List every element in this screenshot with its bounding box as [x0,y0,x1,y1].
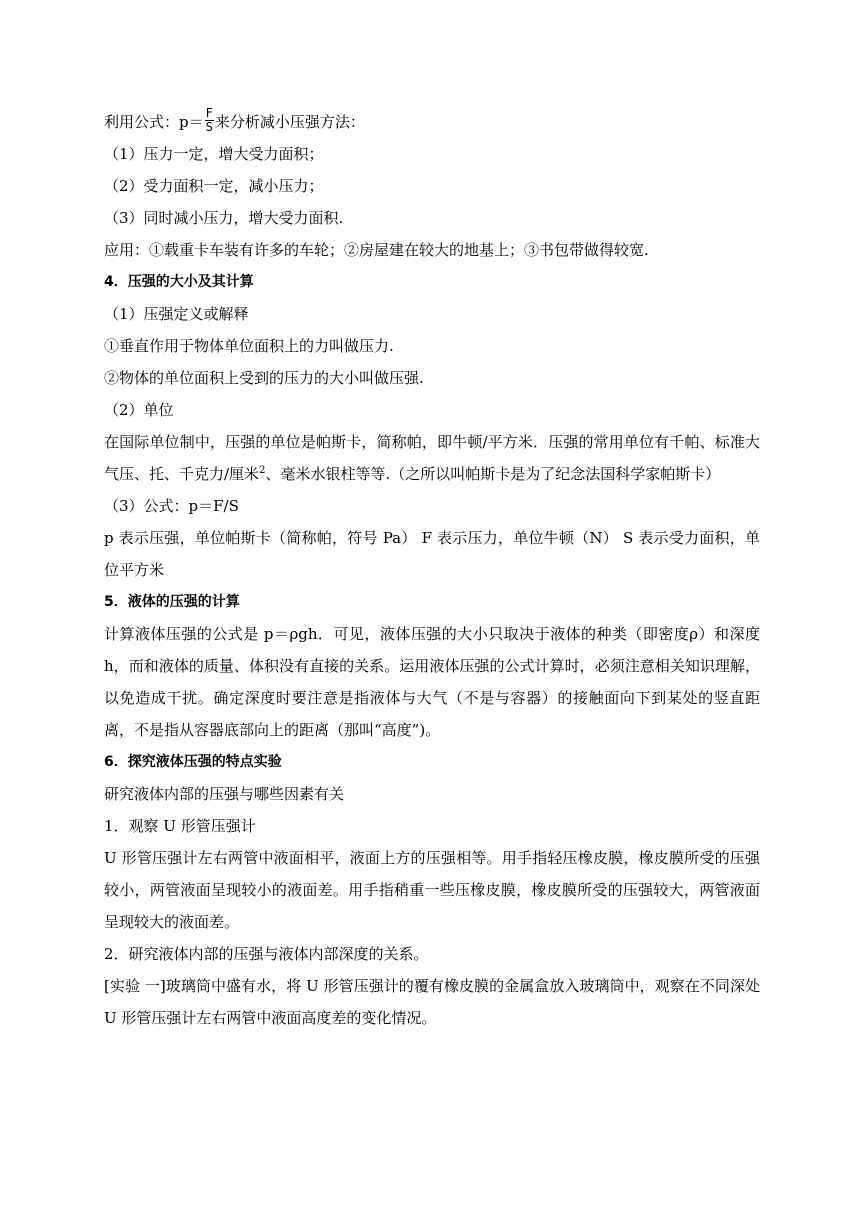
reduce-method-1: （1）压力一定，增大受力面积； [104,145,324,163]
formula-heading: （3）公式：p＝F/S [104,497,239,515]
pressure-fraction [205,107,214,134]
formula-intro-line [104,106,760,138]
section-4-title: 4．压强的大小及其计算 [104,274,254,290]
unit-text-b: 、毫米水银柱等等.（之所以叫帕斯卡是为了纪念法国科学家帕斯卡） [265,465,721,483]
document-body [104,106,760,1034]
section-5-paragraph: 计算液体压强的公式是 p＝ρgh．可见，液体压强的大小只取决于液体的种类（即密度ρ）和深度 h，而和液体的质量、体积没有直接的关系。运用液体压强的公式计算时，必须注意相关知识理解，以免造成干扰。确定深度时要注意是指液体与大气（不是与容器）的接触面向下到某处的竖直距离，不是指从容器底部向上的距离（那叫“高度”)。 [104,625,760,739]
application-line: 应用：①载重卡车装有许多的车轮；②房屋建在较大的地基上；③书包带做得较宽. [104,241,649,259]
step-2-heading: 2．研究液体内部的压强与液体内部深度的关系。 [104,945,429,963]
definition-2: ②物体的单位面积上受到的压力的大小叫做压强. [104,369,424,387]
step-2-paragraph: [实验 一]玻璃筒中盛有水，将 U 形管压强计的覆有橡皮膜的金属盒放入玻璃筒中，观察在不同深处 U 形管压强计左右两管中液面高度差的变化情况。 [104,977,760,1027]
step-1-heading: 1．观察 U 形管压强计 [104,817,256,835]
formula-prefix: 利用公式：p＝ [104,113,204,131]
section-5-title: 5．液体的压强的计算 [104,594,240,610]
step-1-paragraph: U 形管压强计左右两管中液面相平，液面上方的压强相等。用手指轻压橡皮膜，橡皮膜所受的压强较小，两管液面呈现较小的液面差。用手指稍重一些压橡皮膜，橡皮膜所受的压强较大，两管液面呈现较大的液面差。 [104,849,760,931]
definition-heading: （1）压强定义或解释 [104,305,249,323]
definition-1: ①垂直作用于物体单位面积上的力叫做压力. [104,337,394,355]
section-6-subtitle: 研究液体内部的压强与哪些因素有关 [104,785,345,803]
fraction-denominator: S [205,119,213,134]
section-6-title: 6．探究液体压强的特点实验 [104,754,282,770]
formula-explanation: p 表示压强，单位帕斯卡（简称帕，符号 Pa） F 表示压力，单位牛顿（N） S 表示受力面积，单位平方米 [104,529,760,579]
unit-paragraph [104,426,760,490]
formula-suffix: 来分析减小压强方法： [214,113,365,131]
reduce-method-3: （3）同时减小压力，增大受力面积. [104,209,344,227]
fraction-numerator: F [205,105,213,120]
unit-heading: （2）单位 [104,401,174,419]
unit-text-a: 在国际单位制中，压强的单位是帕斯卡，简称帕，即牛顿/平方米．压强的常用单位有千帕、标准大气压、托、千克力/厘米 [104,433,760,483]
reduce-method-2: （2）受力面积一定，减小压力； [104,177,324,195]
unit-superscript: 2 [259,465,266,476]
